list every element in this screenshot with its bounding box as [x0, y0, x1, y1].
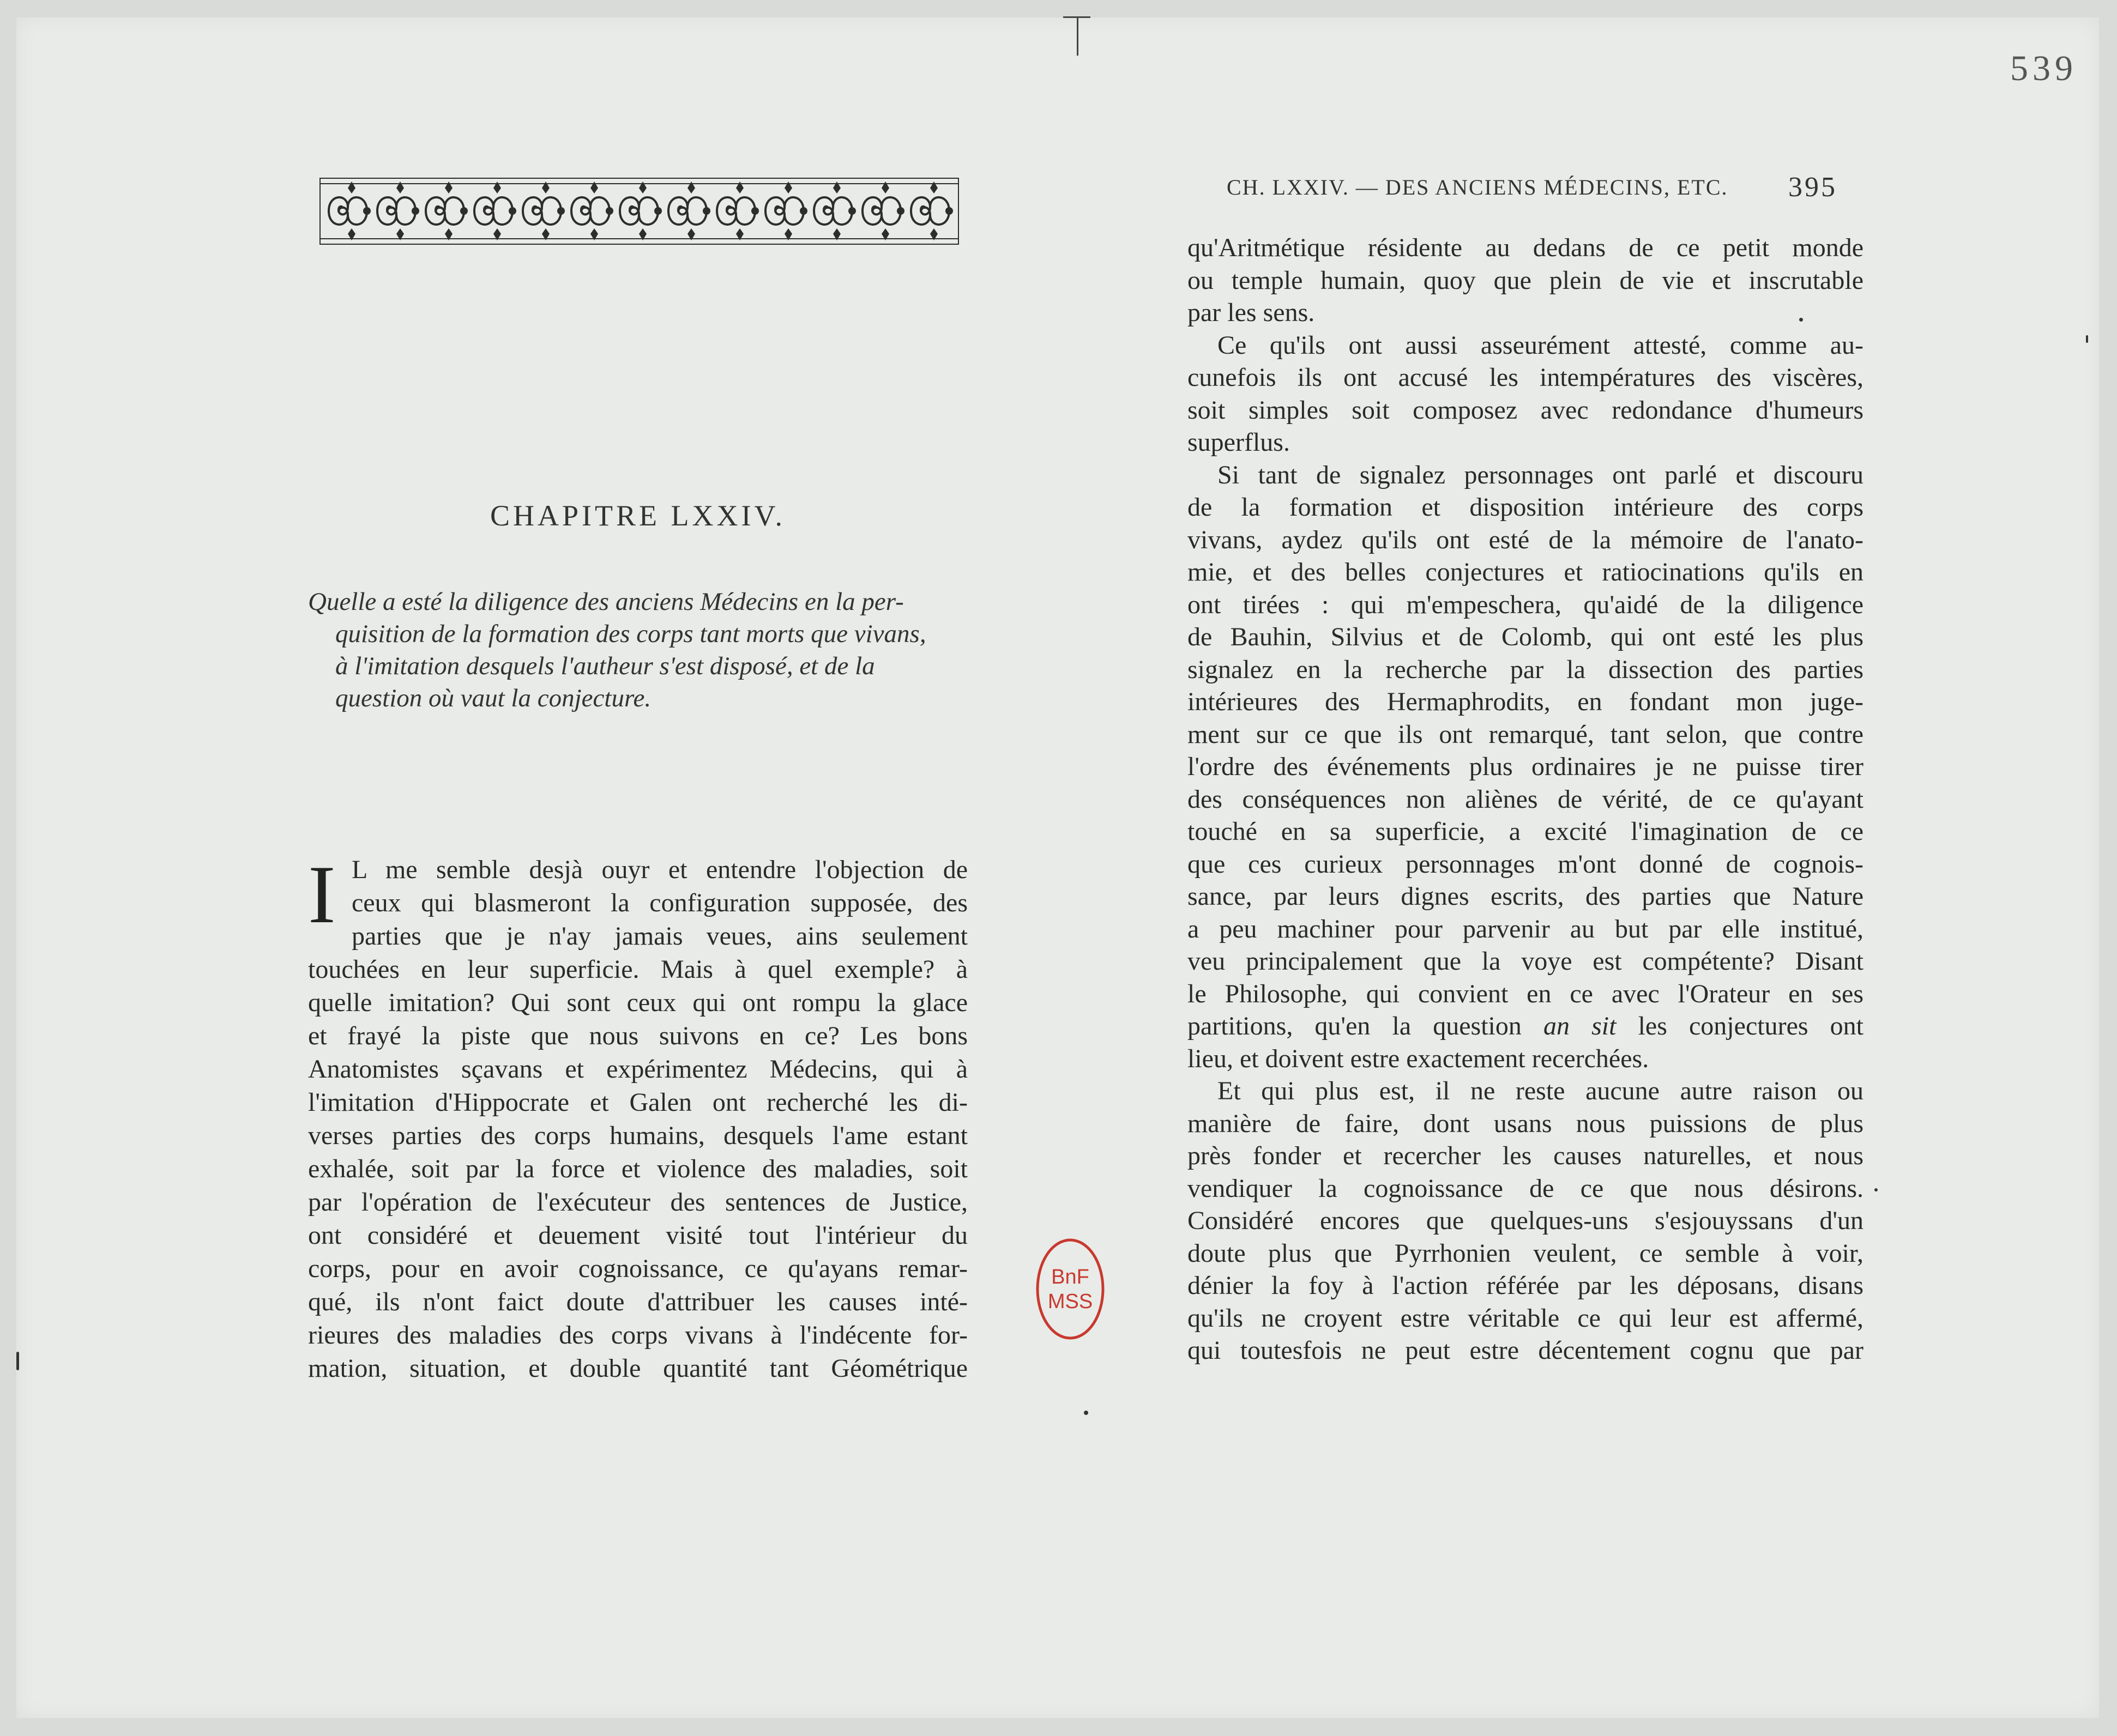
- text-line: ont considéré et deuement visité tout l'intérieur du: [308, 1221, 968, 1250]
- text-line: Considéré encores que quelques-uns s'esjouyssans d'un: [1187, 1206, 1863, 1235]
- paper-speck: [16, 1352, 19, 1370]
- text-line: L me semble desjà ouyr et entendre l'objection de: [352, 855, 968, 884]
- stamp-oval: [1038, 1240, 1103, 1338]
- ornament-motif: [863, 182, 904, 240]
- text-line: ont tirées : qui m'empeschera, qu'aidé de la diligence: [1187, 590, 1863, 619]
- text-line: touchées en leur superficie. Mais à quel exemple? à: [308, 955, 968, 984]
- ornament-motif: [765, 182, 807, 240]
- ornamental-header-band: [319, 177, 960, 245]
- text-line: intérieures des Hermaphrodits, en fondant mon juge-: [1187, 687, 1863, 716]
- ornament-motif: [814, 182, 856, 240]
- text-line: cunefois ils ont accusé les intempératures des viscères,: [1187, 363, 1863, 392]
- ornament-motif: [620, 182, 662, 240]
- text-line: ceux qui blasmeront la configuration supposée, des: [352, 888, 968, 917]
- text-line: touché en sa superficie, a excité l'imagination de ce: [1187, 817, 1863, 846]
- text-segment: partitions, qu'en la question: [1187, 1012, 1522, 1041]
- text-line: veu principalement que la voye est compétente? Disant: [1187, 947, 1863, 976]
- text-line: a peu machiner pour parvenir au but par elle institué,: [1187, 914, 1863, 943]
- text-line: des conséquences non aliènes de vérité, de ce qu'ayant: [1187, 784, 1863, 814]
- text-line: ment sur ce que ils ont remarqué, tant selon, que contre: [1187, 719, 1863, 749]
- folio-number: 539: [2010, 49, 2077, 88]
- paper-speck: [1799, 318, 1803, 322]
- ornament-motif: [426, 182, 468, 240]
- text-line: qu'ils ne croyent estre véritable ce qui leur est affermé,: [1187, 1303, 1863, 1333]
- text-line: signalez en la recherche par la dissection des parties: [1187, 655, 1863, 684]
- drop-cap: I: [308, 849, 336, 940]
- ornament-motif: [329, 182, 371, 240]
- text-line: que ces curieux personnages m'ont donné de cognois-: [1187, 849, 1863, 879]
- ornament-motif: [717, 182, 759, 240]
- text-line: vendiquer la cognoissance de ce que nous désirons.: [1187, 1174, 1863, 1203]
- chapter-summary: [308, 586, 968, 715]
- ornament-motif: [523, 182, 565, 240]
- text-line: sance, par leurs dignes escrits, des parties que Nature: [1187, 882, 1863, 911]
- text-line: corps, pour en avoir cognoissance, ce qu'ayans remar-: [308, 1254, 968, 1283]
- text-line: rieures des maladies des corps vivans à l'indécente for-: [308, 1321, 968, 1350]
- ornament-motif: [911, 182, 953, 240]
- page-number: 395: [1788, 172, 1837, 203]
- text-line: de la formation et disposition intérieure des corps: [1187, 493, 1863, 522]
- text-line: manière de faire, dont usans nous puissions de plus: [1187, 1109, 1863, 1138]
- text-line: Et qui plus est, il ne reste aucune autre raison ou: [1217, 1076, 1863, 1105]
- summary-line: question où vaut la conjecture.: [335, 684, 652, 712]
- text-line: qui toutesfois ne peut estre décentement cognu que par: [1187, 1336, 1863, 1365]
- text-line: par les sens.: [1187, 298, 1315, 327]
- text-line: verses parties des corps humains, desquels l'ame estant: [308, 1121, 968, 1150]
- text-line: Ce qu'ils ont aussi asseurément attesté, comme au-: [1217, 330, 1863, 360]
- text-line: Anatomistes sçavans et expérimentez Médecins, qui à: [308, 1055, 968, 1084]
- chapter-title: CHAPITRE LXXIV.: [490, 499, 786, 532]
- summary-line: quisition de la formation des corps tant morts que vivans,: [335, 620, 926, 648]
- text-line: soit simples soit composez avec redondance d'humeurs: [1187, 395, 1863, 425]
- text-line: et frayé la piste que nous suivons en ce? Les bons: [308, 1021, 968, 1050]
- text-line: [1187, 1010, 1863, 1043]
- text-line: qu'Aritmétique résidente au dedans de ce petit monde: [1187, 233, 1863, 262]
- text-line: quelle imitation? Qui sont ceux qui ont rompu la glace: [308, 988, 968, 1017]
- ornament-motif: [474, 182, 516, 240]
- text-line: dénier la foy à l'action référée par les déposans, disans: [1187, 1271, 1863, 1300]
- text-line: mie, et des belles conjectures et ratiocinations qu'ils en: [1187, 558, 1863, 586]
- fold-mark: [1077, 17, 1078, 56]
- left-page-body: [308, 849, 968, 1385]
- italic-term: an sit: [1543, 1012, 1617, 1041]
- text-line: près fonder et recercher les causes naturelles, et nous: [1187, 1141, 1863, 1170]
- text-line: vivans, aydez qu'ils ont esté de la mémoire de l'anato-: [1187, 525, 1863, 554]
- text-line: lieu, et doivent estre exactement recerchées.: [1187, 1044, 1649, 1073]
- text-line: qué, ils n'ont faict doute d'attribuer les causes inté-: [308, 1287, 968, 1316]
- ornament-motif: [377, 182, 419, 240]
- ornament-motif: [668, 182, 710, 240]
- text-line: l'ordre des événements plus ordinaires je ne puisse tirer: [1187, 752, 1863, 781]
- text-line: ou temple humain, quoy que plein de vie et inscrutable: [1187, 265, 1863, 295]
- running-head: [1227, 172, 1837, 203]
- text-line: le Philosophe, qui convient en ce avec l'Orateur en ses: [1187, 979, 1863, 1008]
- text-segment: les conjectures ont: [1638, 1012, 1864, 1041]
- bnf-library-stamp: [1035, 1237, 1106, 1341]
- stamp-line-2: MSS: [1047, 1290, 1093, 1313]
- ornament-motif: [571, 182, 613, 240]
- right-page-body: [1187, 232, 1863, 1367]
- paper-speck: [2086, 335, 2088, 343]
- text-line: exhalée, soit par la force et violence des maladies, soit: [308, 1154, 968, 1183]
- text-line: Si tant de signalez personnages ont parlé et discouru: [1217, 460, 1863, 489]
- running-head-title: CH. LXXIV. — DES ANCIENS MÉDECINS, ETC.: [1227, 175, 1728, 199]
- paper-speck: [1874, 1188, 1878, 1191]
- text-line: superflus.: [1187, 428, 1290, 457]
- text-line: de Bauhin, Silvius et de Colomb, qui ont esté les plus: [1187, 622, 1863, 651]
- stamp-line-1: BnF: [1051, 1266, 1089, 1289]
- text-line: mation, situation, et double quantité tant Géométrique: [308, 1354, 968, 1383]
- text-line: doute plus que Pyrrhonien veulent, ce semble à voir,: [1187, 1238, 1863, 1268]
- summary-line: à l'imitation desquels l'autheur s'est disposé, et de la: [335, 652, 875, 680]
- text-line: l'imitation d'Hippocrate et Galen ont recherché les di-: [308, 1088, 968, 1117]
- summary-line: Quelle a esté la diligence des anciens Médecins en la per-: [308, 588, 904, 616]
- text-line: parties que je n'ay jamais veues, ains seulement: [352, 922, 968, 951]
- text-line: par l'opération de l'exécuteur des sentences de Justice,: [308, 1188, 968, 1217]
- paper-speck: [1084, 1411, 1088, 1415]
